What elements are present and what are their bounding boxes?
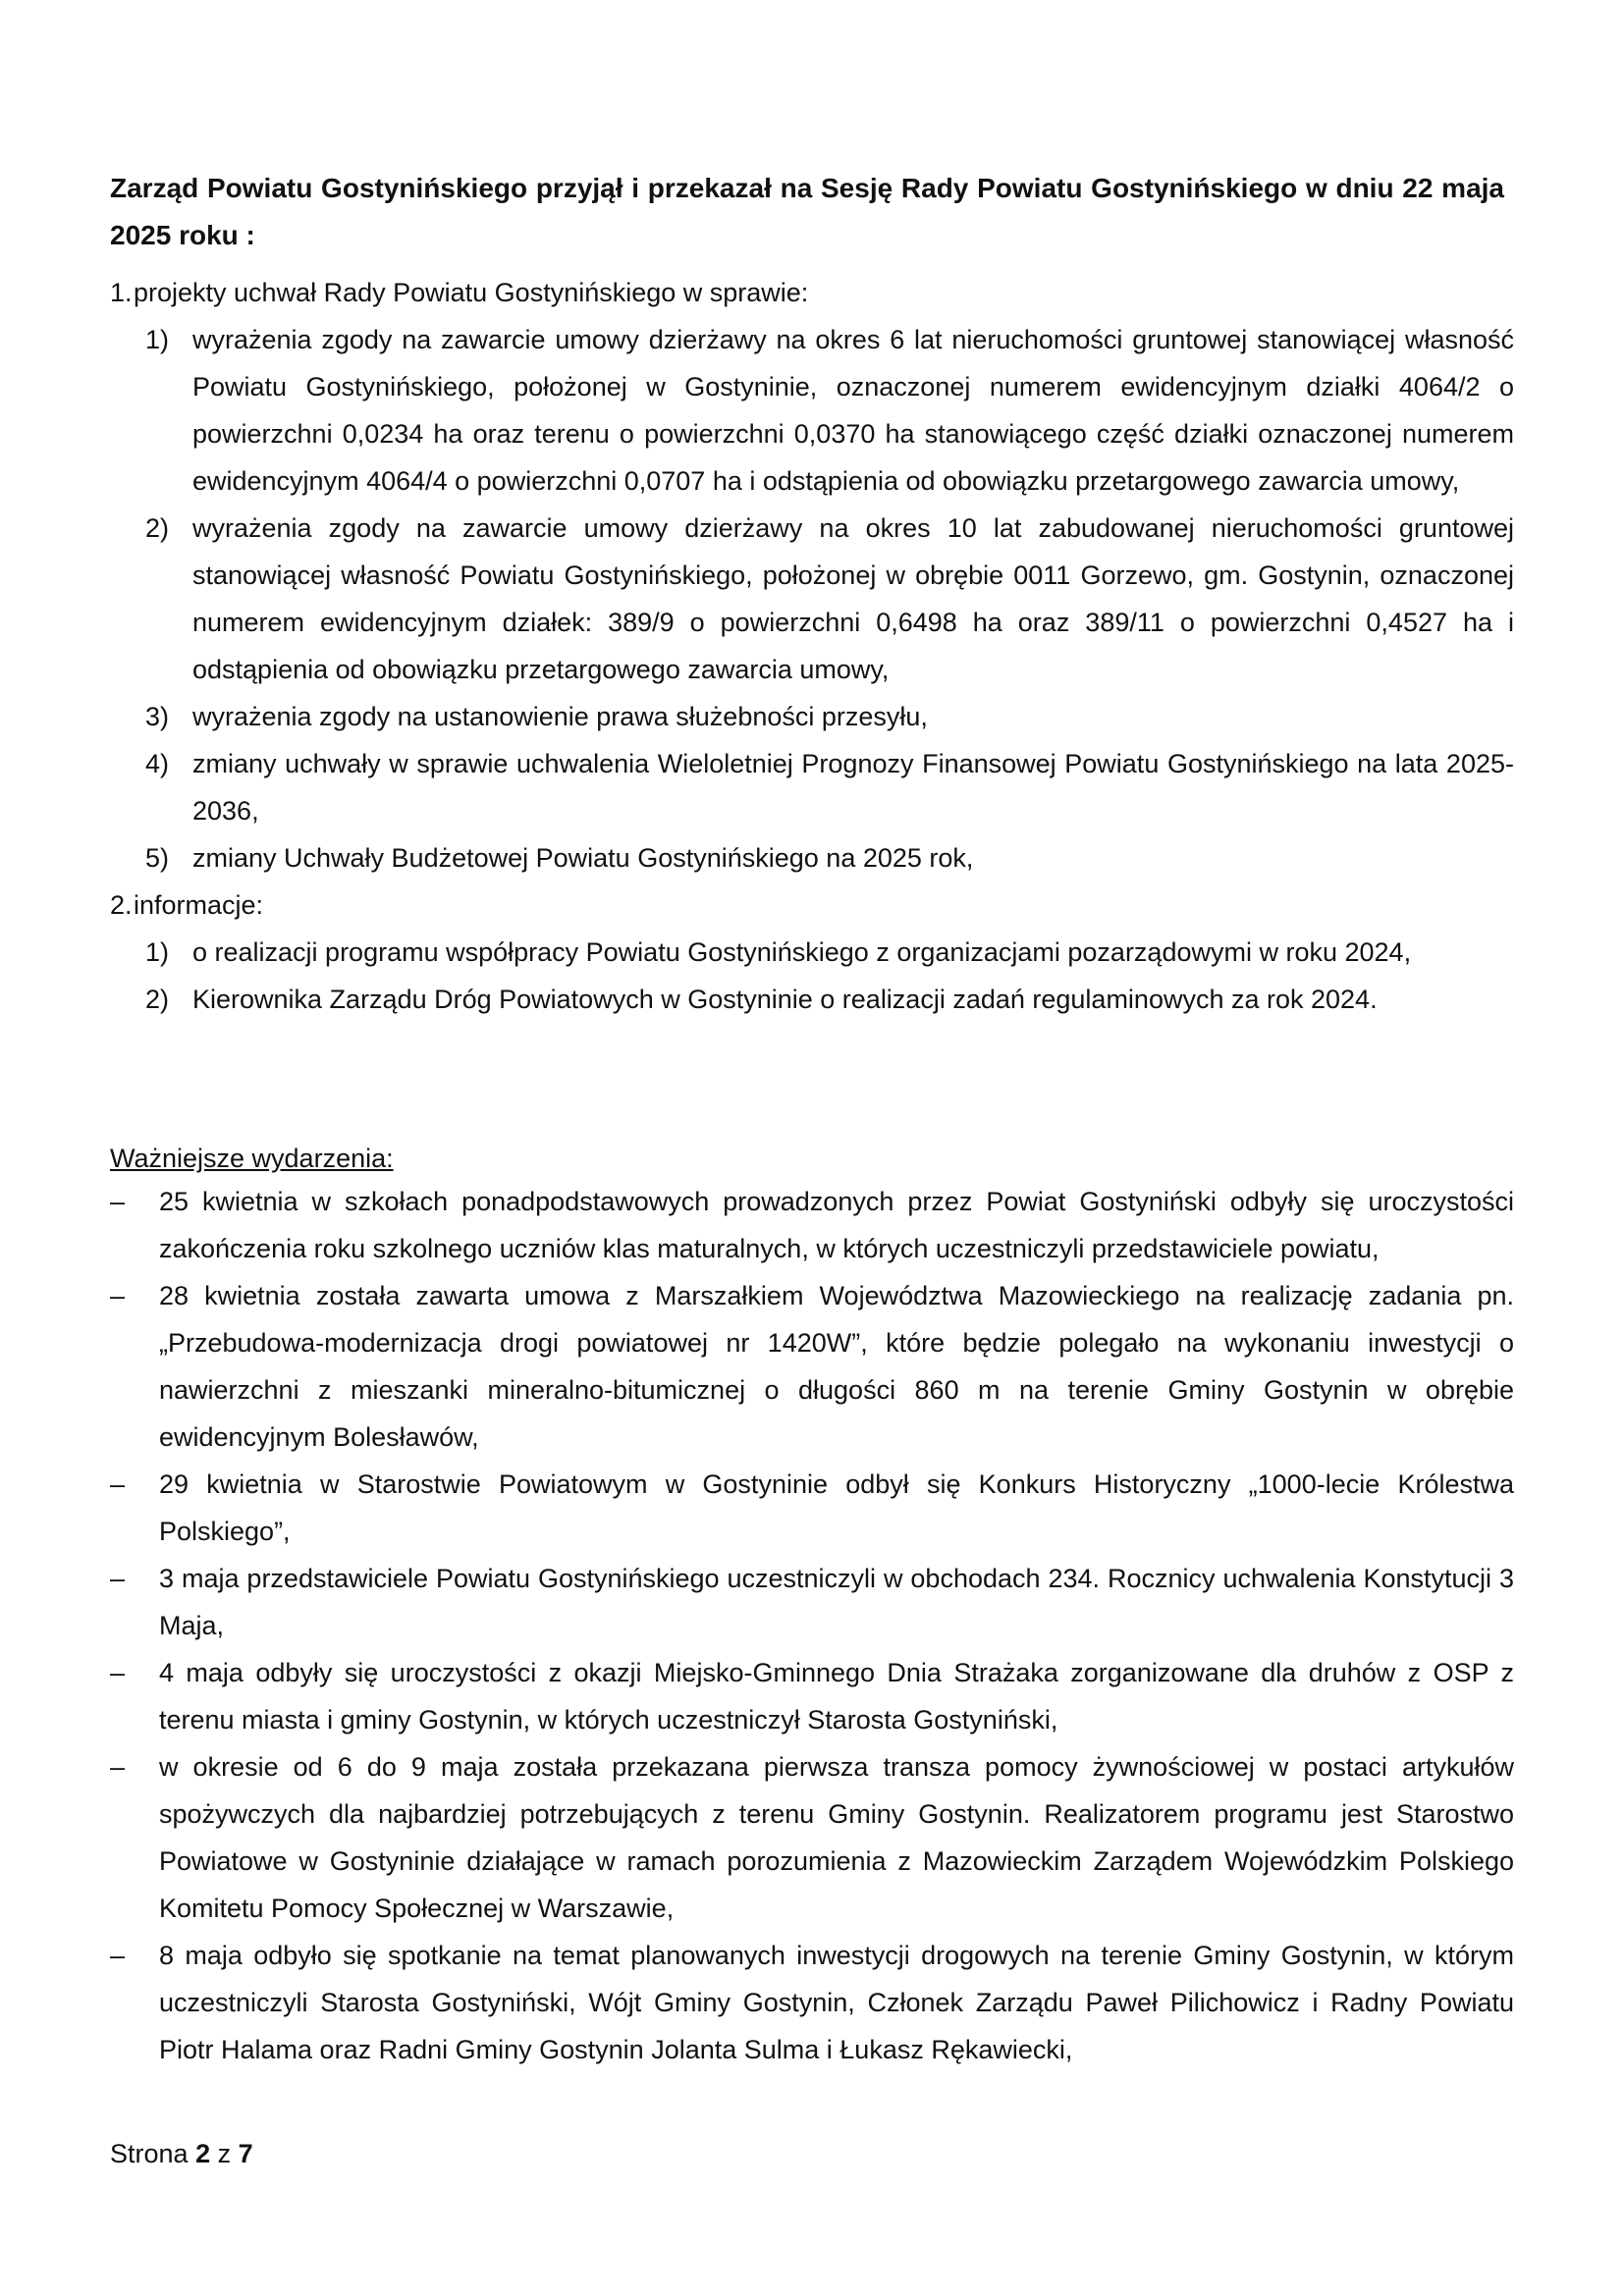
- dash-bullet: –: [110, 1564, 126, 1593]
- list-item: [110, 834, 1514, 881]
- total-pages: 7: [238, 2139, 253, 2168]
- item-text: wyrażenia zgody na ustanowienie prawa służebności przesyłu,: [192, 702, 928, 731]
- event-item: [110, 1272, 1514, 1461]
- information-list: [110, 929, 1514, 1023]
- event-text: 8 maja odbyło się spotkanie na temat planowanych inwestycji drogowych na terenie Gminy Gostynin, w którym uczestniczyli Starosta Gostyniński, Wójt Gminy Gostynin, Członek Zarządu Paweł Pilichowicz i Radny Powiatu Piotr Halama oraz Radni Gminy Gostynin Jolanta Sulma i Łukasz Rękawiecki,: [159, 1941, 1514, 2064]
- item-number: 1): [145, 937, 170, 967]
- item-number: 2): [145, 985, 170, 1014]
- event-text: 25 kwietnia w szkołach ponadpodstawowych prowadzonych przez Powiat Gostyniński odbyły się uroczystości zakończenia roku szkolnego uczniów klas maturalnych, w których uczestniczyli przedstawiciele powiatu,: [159, 1187, 1514, 1263]
- section-header: [110, 881, 1514, 929]
- list-item: [110, 740, 1514, 834]
- list-item: [110, 693, 1514, 740]
- dash-bullet: –: [110, 1187, 126, 1216]
- resolution-list: [110, 316, 1514, 881]
- event-item: [110, 1178, 1514, 1272]
- events-title: Ważniejsze wydarzenia:: [110, 1144, 394, 1173]
- section-title: informacje:: [134, 890, 264, 920]
- event-item: [110, 1555, 1514, 1649]
- page-separator: z: [217, 2139, 232, 2168]
- item-number: 5): [145, 843, 170, 873]
- dash-bullet: –: [110, 1281, 126, 1310]
- events-list: [110, 1178, 1514, 2073]
- item-text: Kierownika Zarządu Dróg Powiatowych w Gostyninie o realizacji zadań regulaminowych za rok 2024.: [192, 985, 1378, 1014]
- section-number: 1.: [110, 278, 133, 307]
- event-item: [110, 1932, 1514, 2073]
- page-prefix: Strona: [110, 2139, 189, 2168]
- event-item: [110, 1461, 1514, 1555]
- item-number: 4): [145, 749, 170, 778]
- section-header: [110, 269, 1514, 316]
- list-item: [110, 316, 1514, 505]
- item-number: 2): [145, 513, 170, 543]
- item-text: zmiany uchwały w sprawie uchwalenia Wieloletniej Prognozy Finansowej Powiatu Gostynińskiego na lata 2025-2036,: [192, 749, 1514, 826]
- dash-bullet: –: [110, 1941, 126, 1970]
- list-item: [110, 929, 1514, 976]
- item-text: o realizacji programu współpracy Powiatu Gostynińskiego z organizacjami pozarządowymi w roku 2024,: [192, 937, 1412, 967]
- list-item: [110, 976, 1514, 1023]
- event-item: [110, 1649, 1514, 1743]
- current-page: 2: [195, 2139, 211, 2168]
- list-item: [110, 505, 1514, 693]
- event-text: w okresie od 6 do 9 maja została przekazana pierwsza transza pomocy żywnościowej w postaci artykułów spożywczych dla najbardziej potrzebujących z terenu Gminy Gostynin. Realizatorem programu jest Starostwo Powiatowe w Gostyninie działające w ramach porozumienia z Mazowieckim Zarządem Wojewódzkim Polskiego Komitetu Pomocy Społecznej w Warszawie,: [159, 1752, 1514, 1923]
- section-number: 2.: [110, 890, 133, 920]
- dash-bullet: –: [110, 1658, 126, 1687]
- event-text: 29 kwietnia w Starostwie Powiatowym w Gostyninie odbył się Konkurs Historyczny „1000-lecie Królestwa Polskiego”,: [159, 1469, 1514, 1546]
- sections-list: [110, 269, 1514, 1023]
- dash-bullet: –: [110, 1752, 126, 1782]
- event-text: 4 maja odbyły się uroczystości z okazji Miejsko-Gminnego Dnia Strażaka zorganizowane dla druhów z OSP z terenu miasta i gminy Gostynin, w których uczestniczył Starosta Gostyniński,: [159, 1658, 1514, 1735]
- item-number: 1): [145, 325, 170, 354]
- page-number: [110, 2130, 253, 2177]
- event-text: 28 kwietnia została zawarta umowa z Marszałkiem Województwa Mazowieckiego na realizację zadania pn. „Przebudowa-modernizacja drogi powiatowej nr 1420W”, które będzie polegało na wykonaniu inwestycji o nawierzchni z mieszanki mineralno-bitumicznej o długości 860 m na terenie Gminy Gostynin w obrębie ewidencyjnym Bolesławów,: [159, 1281, 1514, 1452]
- event-text: 3 maja przedstawiciele Powiatu Gostynińskiego uczestniczyli w obchodach 234. Rocznicy uchwalenia Konstytucji 3 Maja,: [159, 1564, 1514, 1640]
- item-number: 3): [145, 702, 170, 731]
- section-resolutions: [110, 269, 1514, 881]
- document-heading: Zarząd Powiatu Gostynińskiego przyjął i przekazał na Sesję Rady Powiatu Gostynińskiego w dniu 22 maja 2025 roku :: [110, 173, 1504, 250]
- item-text: zmiany Uchwały Budżetowej Powiatu Gostynińskiego na 2025 rok,: [192, 843, 974, 873]
- section-title: projekty uchwał Rady Powiatu Gostynińskiego w sprawie:: [134, 278, 809, 307]
- event-item: [110, 1743, 1514, 1932]
- section-information: [110, 881, 1514, 1023]
- item-text: wyrażenia zgody na zawarcie umowy dzierżawy na okres 10 lat zabudowanej nieruchomości gruntowej stanowiącej własność Powiatu Gostynińskiego, położonej w obrębie 0011 Gorzewo, gm. Gostynin, oznaczonej numerem ewidencyjnym działek: 389/9 o powierzchni 0,6498 ha oraz 389/11 o powierzchni 0,4527 ha i odstąpienia od obowiązku przetargowego zawarcia umowy,: [192, 513, 1514, 684]
- item-text: wyrażenia zgody na zawarcie umowy dzierżawy na okres 6 lat nieruchomości gruntowej stanowiącej własność Powiatu Gostynińskiego, położonej w Gostyninie, oznaczonej numerem ewidencyjnym działki 4064/2 o powierzchni 0,0234 ha oraz terenu o powierzchni 0,0370 ha stanowiącego część działki oznaczonej numerem ewidencyjnym 4064/4 o powierzchni 0,0707 ha i odstąpienia od obowiązku przetargowego zawarcia umowy,: [192, 325, 1514, 496]
- dash-bullet: –: [110, 1469, 126, 1499]
